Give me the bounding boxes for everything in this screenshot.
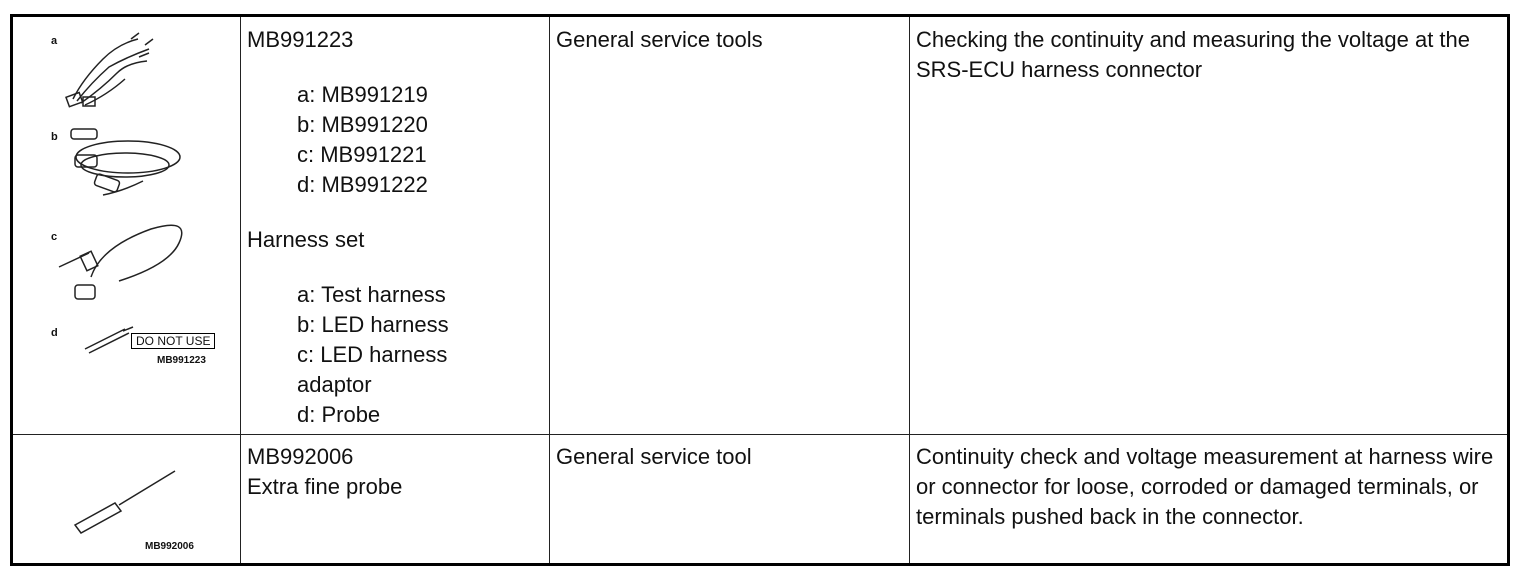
tool-number: MB991223 bbox=[247, 27, 354, 52]
supersession-cell: General service tool bbox=[556, 444, 752, 469]
do-not-use-label: DO NOT USE bbox=[131, 333, 215, 349]
illustration-label-b: b bbox=[51, 131, 58, 143]
column-divider bbox=[909, 17, 910, 563]
tool-number-cell bbox=[247, 25, 542, 430]
illustration-label-d: d bbox=[51, 327, 58, 339]
tool-number-cell bbox=[247, 442, 542, 502]
column-divider bbox=[240, 17, 241, 563]
illustration-part-number: MB991223 bbox=[157, 355, 206, 366]
sub-number-c: c: MB991221 bbox=[297, 142, 427, 167]
probe-illustration bbox=[13, 435, 240, 566]
tool-name: Harness set bbox=[247, 227, 365, 252]
application-cell: Checking the continuity and measuring the voltage at the SRS-ECU harness connector bbox=[916, 27, 1471, 82]
special-tools-table bbox=[10, 14, 1510, 566]
component-b: b: LED harness bbox=[297, 312, 449, 337]
harness-set-illustration bbox=[13, 17, 240, 434]
extra-fine-probe-icon bbox=[13, 435, 240, 566]
sub-number-d: d: MB991222 bbox=[297, 172, 428, 197]
component-c: c: LED harness adaptor bbox=[297, 342, 448, 397]
tool-name: Extra fine probe bbox=[247, 474, 403, 499]
illustration-label-a: a bbox=[51, 35, 58, 47]
harness-drawings-icon bbox=[13, 17, 240, 434]
illustration-part-number: MB992006 bbox=[145, 541, 194, 552]
illustration-label-c: c bbox=[51, 231, 58, 243]
column-divider bbox=[549, 17, 550, 563]
sub-number-a: a: MB991219 bbox=[297, 82, 428, 107]
application-cell: Continuity check and voltage measurement at harness wire or connector for loose, corroded or damaged terminals, or terminals pushed back in the connector. bbox=[916, 444, 1494, 529]
sub-number-b: b: MB991220 bbox=[297, 112, 428, 137]
tool-number: MB992006 bbox=[247, 444, 354, 469]
component-d: d: Probe bbox=[297, 402, 381, 427]
supersession-cell: General service tools bbox=[556, 27, 763, 52]
component-a: a: Test harness bbox=[297, 282, 446, 307]
